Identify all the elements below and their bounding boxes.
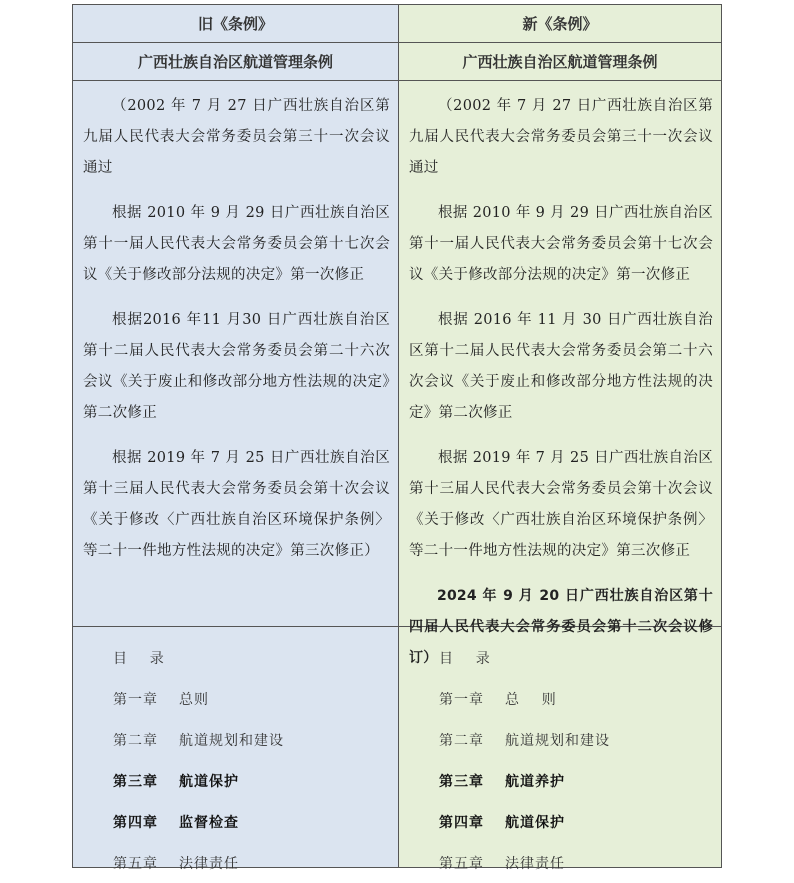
toc-chapter: 第五章 法律责任 (113, 855, 239, 872)
new-table-of-contents (399, 627, 721, 872)
new-regulation-title: 广西壮族自治区航道管理条例 (399, 43, 721, 81)
toc-chapter-changed: 第三章 航道养护 (439, 773, 565, 790)
toc-chapter: 第二章 航道规划和建设 (439, 732, 610, 749)
old-preamble (73, 81, 398, 627)
toc-heading: 目 录 (439, 650, 491, 667)
new-column-header: 新《条例》 (399, 5, 721, 43)
old-preamble-paragraph: 根据2016 年11 月30 日广西壮族自治区第十二届人民代表大会常务委员会第二十六次会议《关于废止和修改部分地方性法规的决定》第二次修正 (83, 312, 390, 421)
comparison-table (72, 4, 722, 872)
old-preamble-paragraph: （2002 年 7 月 27 日广西壮族自治区第九届人民代表大会常务委员会第三十一次会议通过 (83, 98, 390, 176)
old-regulation-title: 广西壮族自治区航道管理条例 (73, 43, 398, 81)
toc-chapter: 第五章 法律责任 (439, 855, 565, 872)
old-preamble-paragraph: 根据 2019 年 7 月 25 日广西壮族自治区第十三届人民代表大会常务委员会第十次会议《关于修改〈广西壮族自治区环境保护条例〉等二十一件地方性法规的决定》第三次修正） (83, 450, 390, 559)
new-preamble-paragraph: （2002 年 7 月 27 日广西壮族自治区第九届人民代表大会常务委员会第三十一次会议通过 (409, 98, 713, 176)
old-regulation-column (73, 5, 399, 872)
toc-chapter: 第二章 航道规划和建设 (113, 732, 284, 749)
toc-chapter-changed: 第四章 航道保护 (439, 814, 565, 831)
new-preamble-paragraph: 根据 2016 年 11 月 30 日广西壮族自治区第十二届人民代表大会常务委员会第二十六次会议《关于废止和修改部分地方性法规的决定》第二次修正 (409, 312, 713, 421)
old-preamble-paragraph: 根据 2010 年 9 月 29 日广西壮族自治区第十一届人民代表大会常务委员会第十七次会议《关于修改部分法规的决定》第一次修正 (83, 205, 390, 283)
toc-chapter: 第一章 总 则 (439, 691, 557, 708)
toc-chapter-changed: 第三章 航道保护 (113, 773, 239, 790)
old-column-header: 旧《条例》 (73, 5, 398, 43)
old-table-of-contents (73, 627, 398, 872)
new-preamble-paragraph: 根据 2010 年 9 月 29 日广西壮族自治区第十一届人民代表大会常务委员会第十七次会议《关于修改部分法规的决定》第一次修正 (409, 205, 713, 283)
toc-heading: 目 录 (113, 650, 165, 667)
new-regulation-column (399, 5, 721, 872)
new-preamble-paragraph: 根据 2019 年 7 月 25 日广西壮族自治区第十三届人民代表大会常务委员会第十次会议《关于修改〈广西壮族自治区环境保护条例〉等二十一件地方性法规的决定》第三次修正 (409, 450, 713, 559)
toc-chapter-changed: 第四章 监督检查 (113, 814, 239, 831)
new-preamble-revision-note: 2024 年 9 月 20 日广西壮族自治区第十四届人民代表大会常务委员会第十二次会议修订） (409, 588, 713, 666)
toc-chapter: 第一章 总则 (113, 691, 209, 708)
